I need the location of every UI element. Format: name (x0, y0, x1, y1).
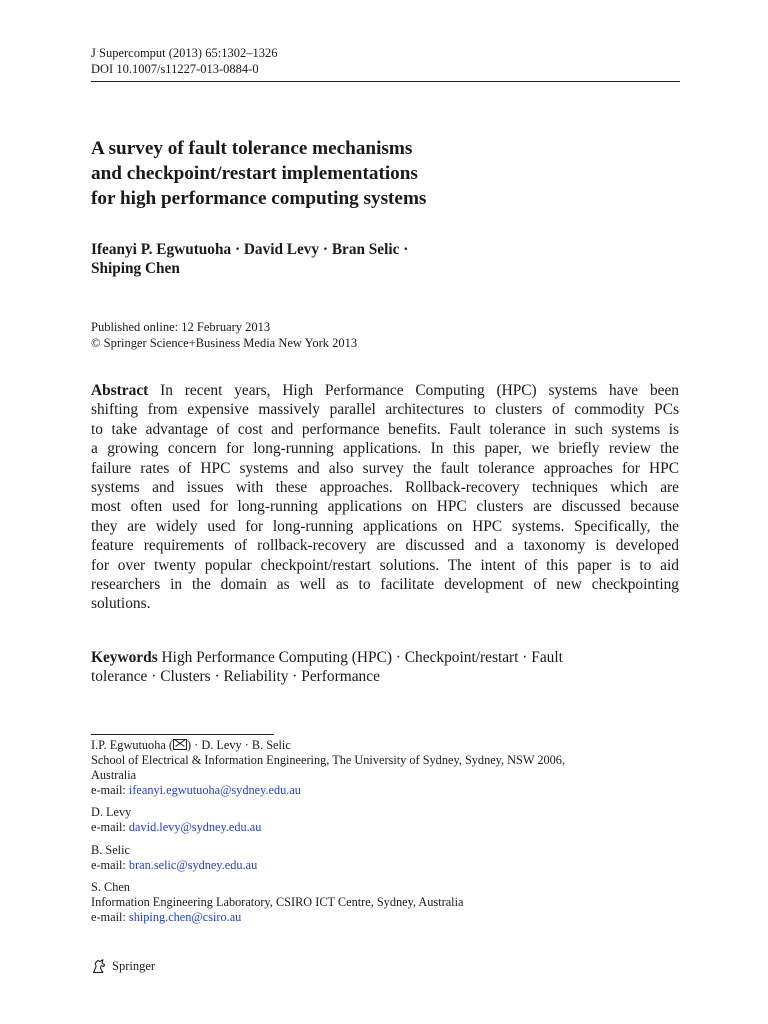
authors-line: Shiping Chen (91, 260, 180, 277)
author-name: D. Levy (91, 805, 132, 820)
email-link[interactable]: david.levy@sydney.edu.au (128, 820, 262, 835)
abstract (91, 381, 679, 614)
author-name: S. Chen (91, 879, 130, 894)
copyright: © Springer Science+Business Media New York 2013 (91, 335, 358, 350)
authors-line: Ifeanyi P. Egwutuoha · David Levy · Bran Selic · (91, 241, 409, 258)
email-link[interactable]: shiping.chen@csiro.au (128, 909, 242, 924)
author-names-rest: ) · D. Levy · B. Selic (186, 738, 291, 752)
email-label: e-mail: (91, 783, 129, 798)
abstract-line: they are widely used for long-running applications on HPC systems. Specifically, the (91, 517, 679, 535)
abstract-text: In recent years, High Performance Computing (HPC) systems have been (148, 382, 679, 399)
keywords-line: tolerance · Clusters · Reliability · Performance (91, 668, 380, 686)
affiliation-block (91, 843, 681, 873)
journal-citation: J Supercomput (2013) 65:1302–1326 (91, 46, 278, 60)
keywords-line (91, 648, 679, 667)
email-label: e-mail: (91, 857, 129, 872)
publisher-name: Springer (112, 959, 156, 973)
email-label: e-mail: (91, 909, 129, 924)
abstract-line: a growing concern for long-running applications. In this paper, we briefly review the (91, 440, 679, 458)
published-date: Published online: 12 February 2013 (91, 320, 271, 334)
affiliations (91, 738, 681, 932)
title-line: A survey of fault tolerance mechanisms (91, 138, 413, 159)
paper-title (91, 136, 681, 211)
keywords (91, 648, 679, 687)
author-name: B. Selic (91, 842, 130, 857)
keywords-label: Keywords (91, 649, 158, 666)
keywords-text: High Performance Computing (HPC) · Checkpoint/restart · Fault (157, 649, 563, 666)
email-link[interactable]: ifeanyi.egwutuoha@sydney.edu.au (128, 783, 301, 798)
affiliation-authors (91, 738, 681, 753)
abstract-line: researchers in the domain as well as to facilitate development of new checkpointing (91, 576, 679, 594)
author-names: I.P. Egwutuoha ( (91, 738, 173, 752)
abstract-label: Abstract (91, 382, 149, 399)
affiliation-address: School of Electrical & Information Engineering, The University of Sydney, Sydney, NSW 2006, (91, 753, 566, 768)
email-line (91, 783, 681, 798)
publisher-footer (91, 957, 155, 975)
doi: DOI 10.1007/s11227-013-0884-0 (91, 62, 259, 76)
email-label: e-mail: (91, 820, 129, 835)
email-line (91, 820, 681, 835)
affiliation-country: Australia (91, 768, 137, 783)
abstract-line: to take advantage of cost and performance benefits. Fault tolerance in such systems is (91, 420, 679, 438)
abstract-line: most often used for long-running applications on HPC clusters are discussed because (91, 498, 679, 516)
footnote-rule (91, 734, 274, 735)
affiliation-block (91, 738, 681, 798)
abstract-line: failure rates of HPC systems and also survey the fault tolerance approaches for HPC (91, 459, 679, 477)
header-rule (91, 81, 680, 82)
title-line: for high performance computing systems (91, 188, 427, 209)
abstract-line: systems and issues with these approaches. Rollback-recovery techniques which are (91, 479, 679, 497)
abstract-line: for over twenty popular checkpoint/restart solutions. The intent of this paper is to aid (91, 556, 679, 574)
author-list (91, 240, 681, 278)
affiliation-address: Information Engineering Laboratory, CSIRO ICT Centre, Sydney, Australia (91, 894, 464, 909)
springer-horse-icon (91, 958, 108, 975)
email-link[interactable]: bran.selic@sydney.edu.au (128, 857, 258, 872)
title-line: and checkpoint/restart implementations (91, 163, 418, 184)
abstract-line (91, 381, 679, 400)
affiliation-block (91, 805, 681, 835)
publication-info (91, 320, 357, 351)
email-line (91, 910, 681, 925)
journal-header (91, 45, 277, 77)
abstract-line: shifting from expensive massively parallel architectures to clusters of commodity PCs (91, 401, 679, 419)
affiliation-block (91, 880, 681, 925)
abstract-line: solutions. (91, 595, 151, 613)
envelope-icon (173, 739, 187, 750)
abstract-line: feature requirements of rollback-recovery are discussed and a taxonomy is developed (91, 537, 679, 555)
email-line (91, 858, 681, 873)
